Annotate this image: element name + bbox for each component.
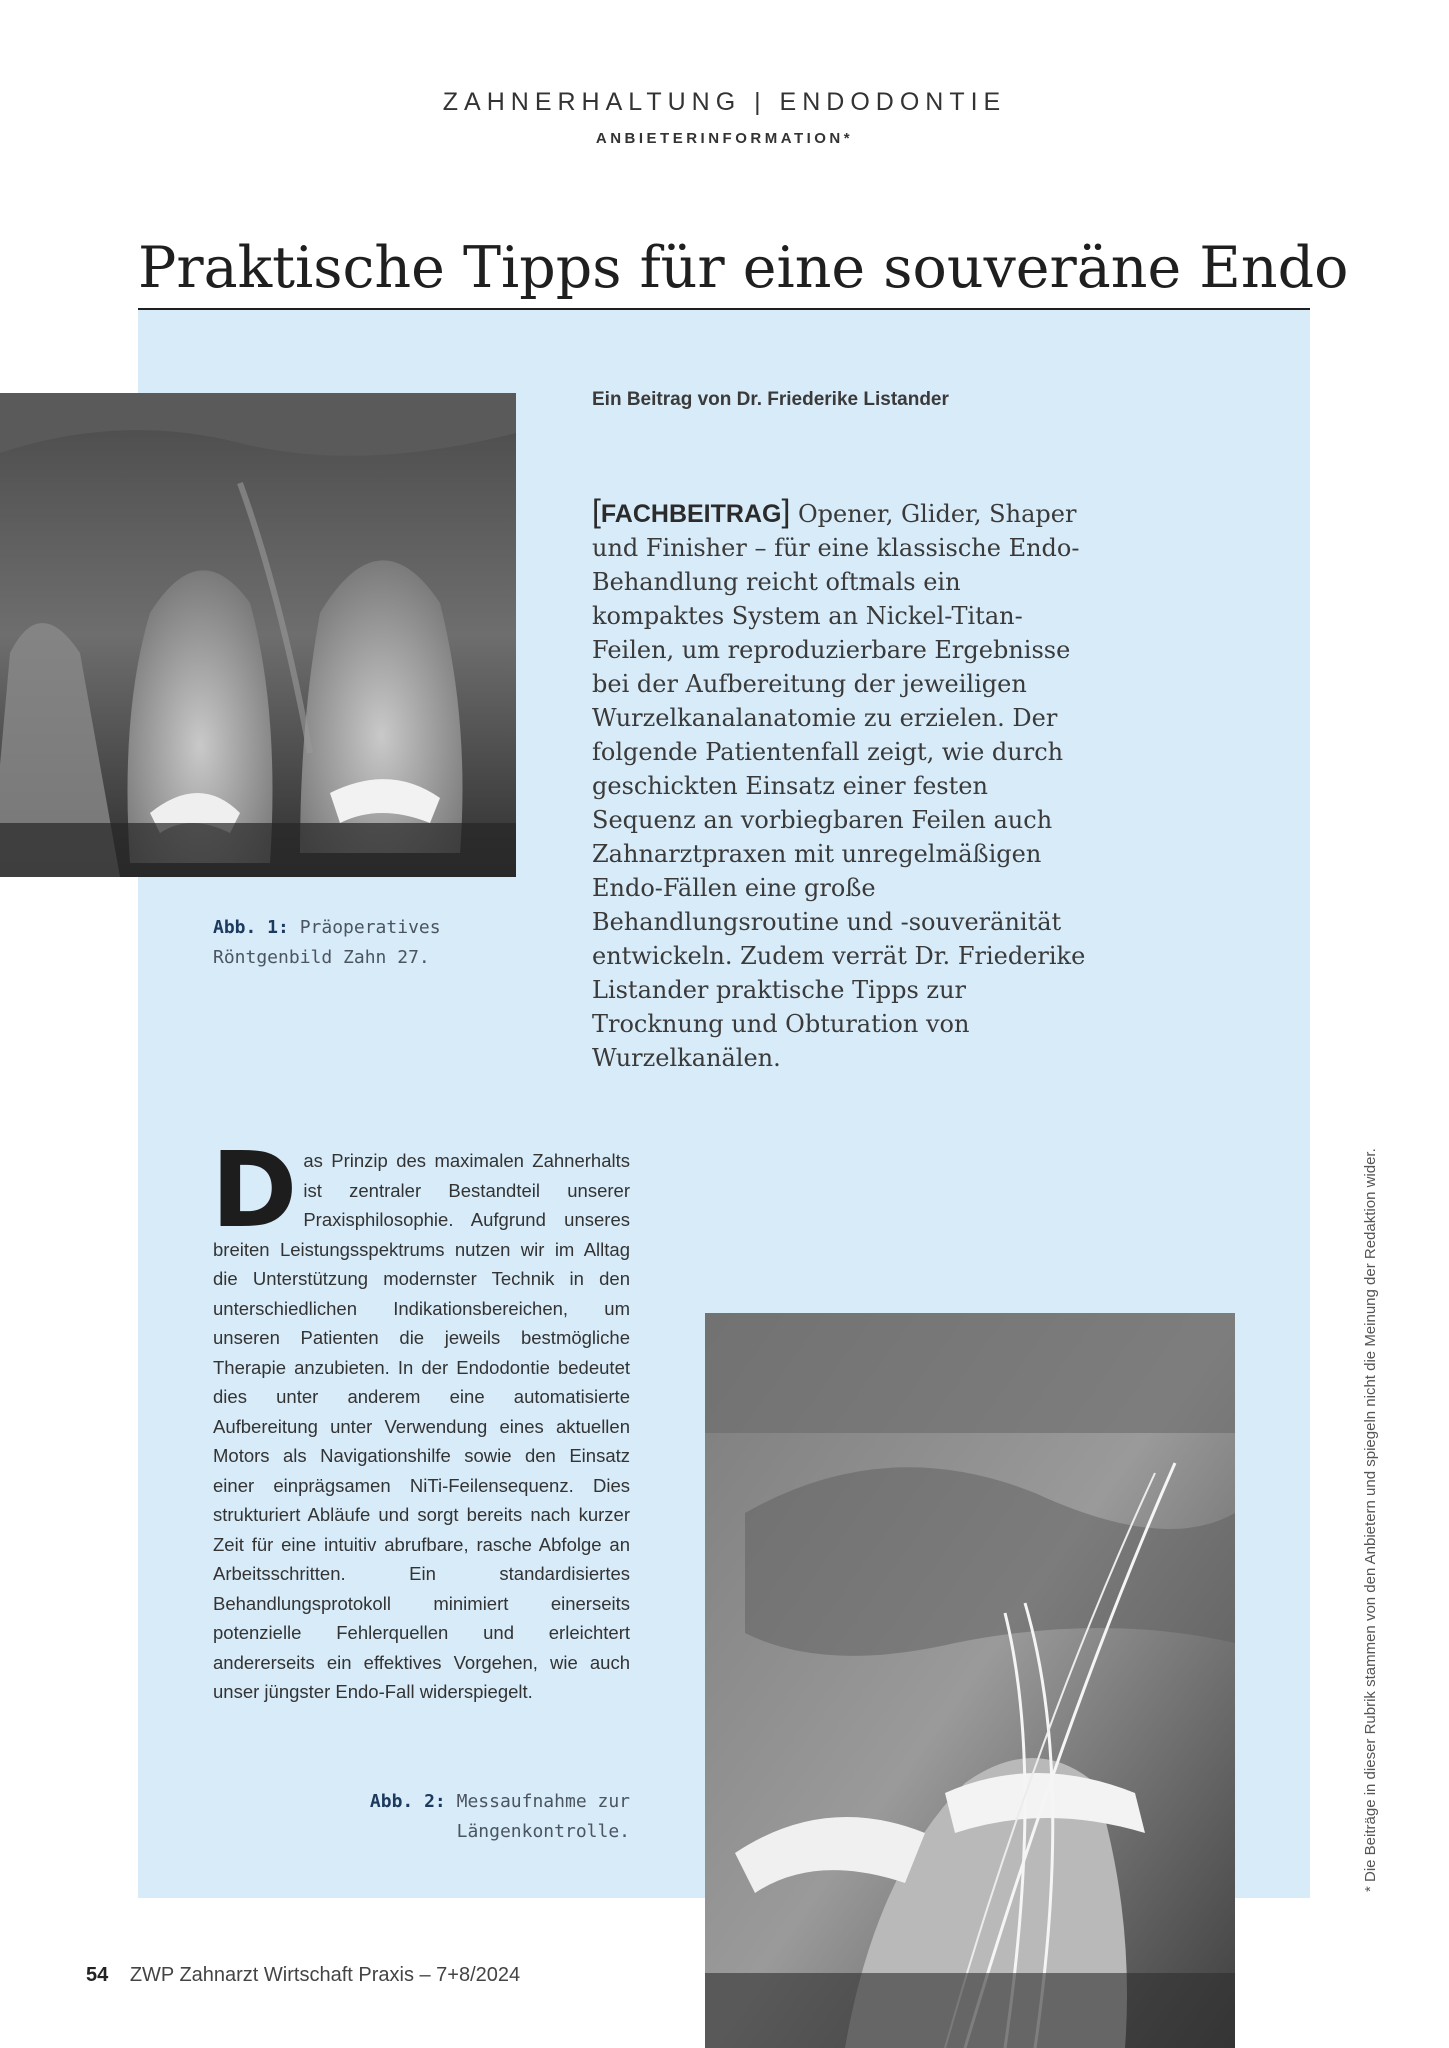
xray-figure-2	[705, 1313, 1235, 2048]
author-line: Ein Beitrag von Dr. Friederike Listander	[592, 389, 949, 410]
xray-image-1	[0, 393, 516, 877]
page-footer	[86, 1964, 520, 1987]
figure-2-text: Messaufnahme zur Längenkontrolle.	[456, 1791, 630, 1842]
body-paragraph	[211, 1129, 630, 1707]
drop-cap: D	[211, 1129, 298, 1251]
tag-text: FACHBEITRAG	[600, 500, 782, 528]
figure-2-label: Abb. 2:	[369, 1791, 446, 1812]
figure-1-text: Präoperatives Röntgenbild Zahn 27.	[213, 917, 441, 968]
section-rubric: ZAHNERHALTUNG | ENDODONTIE	[442, 88, 1007, 116]
figure-1-label: Abb. 1:	[213, 917, 289, 938]
figure-2-caption	[350, 1787, 630, 1847]
category-tag	[592, 493, 791, 529]
figure-1-caption	[213, 913, 473, 973]
article-title: Praktische Tipps für eine souveräne Endo	[138, 235, 1349, 301]
lead-text: Opener, Glider, Shaper und Finisher – für eine klassische Endo-Behandlung reicht oftmals ein kompaktes System an Nickel-Titan-Feilen, um reproduzierbare Ergebnisse bei der Aufbereitung der jeweiligen Wurzelkanalanatomie zu erzielen. Der folgende Patientenfall zeigt, wie durch geschickten Einsatz einer festen Sequenz an vorbiegbaren Feilen auch Zahnarztpraxen mit unregelmäßigen Endo-Fällen eine große Behandlungsroutine und -souveränität entwickeln. Zudem verrät Dr. Friederike Listander praktische Tipps zur Trocknung und Obturation von Wurzelkanälen.	[592, 500, 1086, 1072]
disclaimer-note: * Die Beiträge in dieser Rubrik stammen von den Anbietern und spiegeln nicht die Meinung der Redaktion wider.	[1362, 1148, 1379, 1892]
xray-image-2	[705, 1313, 1235, 2048]
page-number: 54	[86, 1964, 109, 1986]
body-text: as Prinzip des maximalen Zahnerhalts ist zentraler Bestandteil unserer Praxisphilosophie. Aufgrund unseres breiten Leistungsspektrums nutzen wir im Alltag die Unterstützung modernster Technik in den unterschiedlichen Indikationsbereichen, um unseren Patienten die jeweils bestmögliche Therapie anzubieten. In der Endodontie bedeutet dies unter anderem eine automatisierte Aufbereitung unter Verwendung eines aktuellen Motors als Navigationshilfe sowie den Einsatz einer einprägsamen NiTi-Feilensequenz. Dies strukturiert Abläufe und sorgt bereits nach kurzer Zeit für eine intuitiv abrufbare, rasche Abfolge an Arbeitsschritten. Ein standardisiertes Behandlungsprotokoll minimiert einerseits potenzielle Fehlerquellen und erleichtert andererseits ein effektives Vorgehen, wie auch unser jüngster Endo-Fall widerspiegelt.	[213, 1150, 630, 1702]
xray-figure-1	[0, 393, 516, 877]
tag-bracket-open: [	[592, 493, 601, 529]
lead-paragraph	[592, 494, 1092, 1075]
tag-bracket-close: ]	[781, 493, 791, 529]
advertorial-label: ANBIETERINFORMATION*	[595, 130, 854, 147]
journal-name: ZWP Zahnarzt Wirtschaft Praxis – 7+8/2024	[129, 1964, 521, 1986]
